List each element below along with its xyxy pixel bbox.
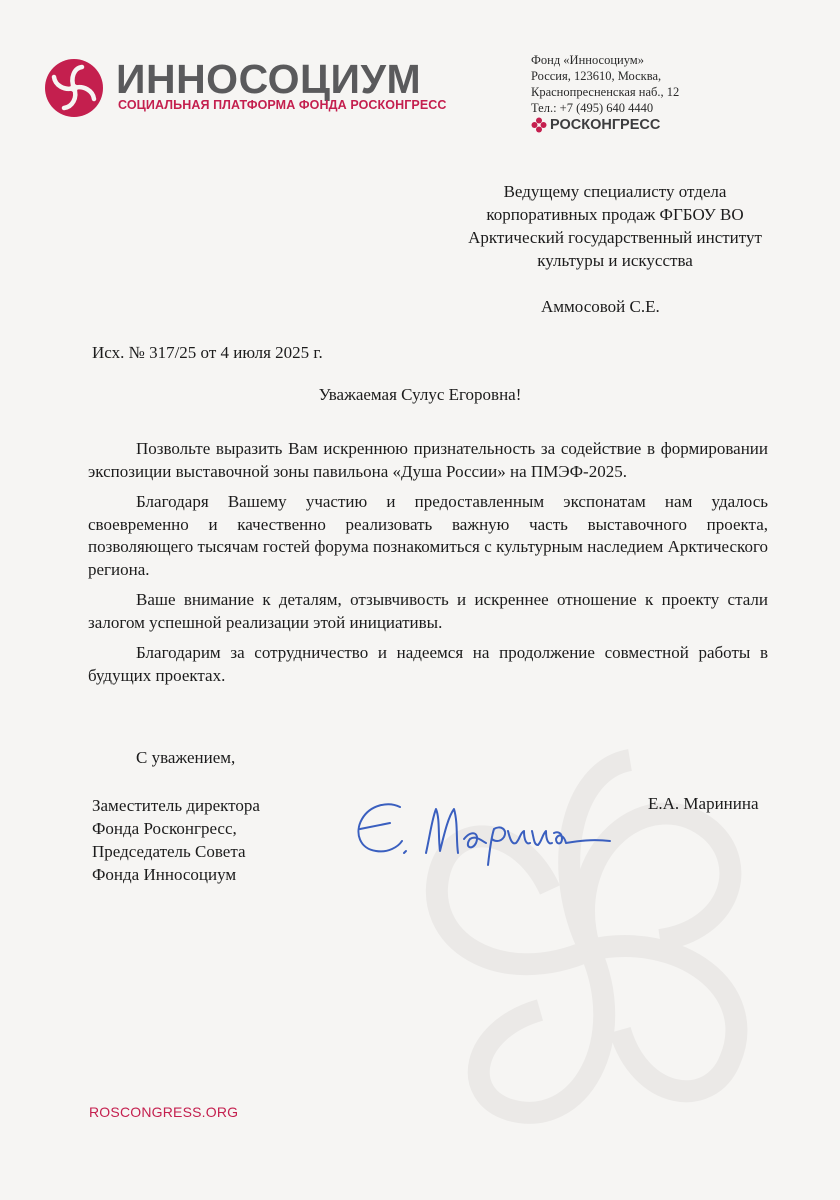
- outgoing-reference: Исх. № 317/25 от 4 июля 2025 г.: [92, 343, 323, 362]
- body-paragraph: Благодаря Вашему участию и предоставленным экспонатам нам удалось своевременно и качественно реализовать важную часть выставочного проекта, позволяющего тысячам гостей форума познакомиться с культурным наследием Арктического региона.: [88, 492, 768, 579]
- logo-name: ИННОСОЦИУМ: [116, 56, 422, 102]
- address-line: Фонд «Инносоциум»: [531, 53, 644, 67]
- footer-website: ROSCONGRESS.ORG: [89, 1104, 239, 1120]
- closing: С уважением,: [136, 748, 236, 767]
- innosocium-logo: [44, 58, 464, 118]
- recipient-block: [420, 180, 810, 272]
- address-phone: Тел.: +7 (495) 640 4440: [531, 101, 654, 115]
- signatory-position: [92, 794, 260, 886]
- position-line: Фонда Росконгресс,: [92, 819, 237, 838]
- logo-subtitle: СОЦИАЛЬНАЯ ПЛАТФОРМА ФОНДА РОСКОНГРЕСС: [118, 98, 447, 112]
- handwritten-signature: [348, 795, 633, 870]
- roscongress-flower-icon: [531, 117, 547, 133]
- address-line: Россия, 123610, Москва,: [531, 69, 662, 83]
- body-paragraph: Ваше внимание к деталям, отзывчивость и искреннее отношение к проекту стали залогом успешной реализации этой инициативы.: [88, 590, 768, 632]
- address-line: Краснопресненская наб., 12: [531, 85, 680, 99]
- recipient-name: Аммосовой С.Е.: [541, 297, 660, 316]
- signatory-name: Е.А. Маринина: [648, 794, 759, 813]
- letter-body: [88, 438, 768, 695]
- position-line: Председатель Совета: [92, 842, 246, 861]
- position-line: Заместитель директора: [92, 796, 260, 815]
- recipient-line: Ведущему специалисту отдела: [503, 182, 727, 201]
- roscongress-label: РОСКОНГРЕСС: [550, 117, 661, 133]
- roscongress-watermark: [330, 700, 840, 1200]
- body-paragraph: Позвольте выразить Вам искреннюю признательность за содействие в формировании экспозиции выставочной зоны павильона «Душа России» на ПМЭФ-2025.: [88, 439, 768, 481]
- recipient-line: Арктический государственный институт: [468, 228, 762, 247]
- body-paragraph: Благодарим за сотрудничество и надеемся на продолжение совместной работы в будущих проектах.: [88, 643, 768, 685]
- recipient-line: корпоративных продаж ФГБОУ ВО: [486, 205, 744, 224]
- position-line: Фонда Инносоциум: [92, 865, 237, 884]
- innosocium-logo-icon: [44, 58, 104, 118]
- recipient-line: культуры и искусства: [537, 251, 693, 270]
- sender-address: [531, 52, 679, 116]
- salutation: Уважаемая Сулус Егоровна!: [318, 385, 522, 404]
